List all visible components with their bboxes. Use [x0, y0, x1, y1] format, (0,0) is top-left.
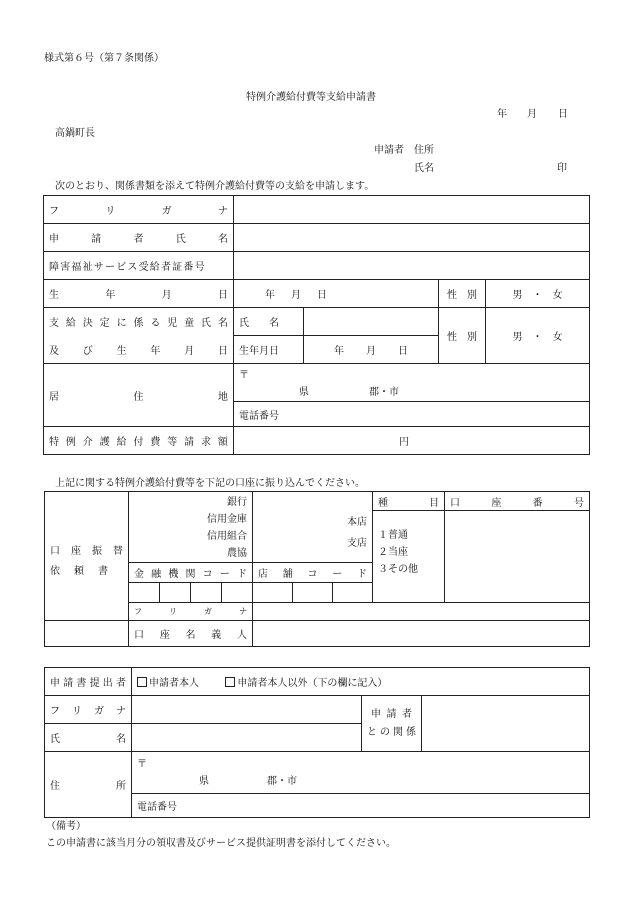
- birthdate-field[interactable]: 年 月 日: [234, 280, 439, 308]
- label-char: 年: [150, 345, 161, 357]
- submitter-name-field[interactable]: [132, 724, 362, 752]
- residence-address-field[interactable]: 〒 県 郡・市: [234, 364, 590, 402]
- label-char: 児: [167, 318, 178, 330]
- label-char: 住: [133, 391, 144, 403]
- label-char: 提: [89, 678, 100, 689]
- label-char: ナ: [116, 706, 126, 717]
- bank-code-digit-3[interactable]: [191, 583, 222, 603]
- furigana-field[interactable]: [234, 196, 590, 224]
- account-number-field[interactable]: [445, 511, 590, 603]
- form-title: 特例介護給付費等支給申請書: [246, 92, 376, 103]
- label-char: 口: [50, 546, 60, 557]
- applicant-label: 申請者: [374, 145, 404, 156]
- label-char: ガ: [161, 206, 172, 217]
- self-checkbox[interactable]: 申請者本人: [137, 678, 199, 689]
- sex-options[interactable]: 男 ・ 女: [486, 280, 590, 308]
- label-char: 口: [450, 497, 461, 509]
- claim-amount-field[interactable]: 円: [234, 427, 590, 455]
- furigana-label: [44, 196, 234, 224]
- bank-intro: 上記に関する特例介護給付費等を下記の口座に振り込んでください。: [55, 478, 365, 489]
- certificate-no-field[interactable]: [234, 252, 590, 280]
- label-char: 費: [150, 437, 161, 448]
- bank-code-digit-4[interactable]: [222, 583, 253, 603]
- child-name-field[interactable]: [304, 308, 439, 336]
- label-char: 請: [91, 234, 102, 245]
- submitter-options[interactable]: [132, 668, 590, 696]
- bank-section-label: [45, 492, 129, 621]
- label-char: と: [367, 726, 377, 738]
- label-char: に: [116, 318, 127, 330]
- addressee: 高鍋町長: [55, 128, 95, 139]
- label-char: リ: [72, 706, 82, 717]
- label-char: 地: [218, 391, 228, 403]
- label-char: る: [150, 318, 161, 330]
- label-char: コ: [202, 569, 213, 580]
- label-char: 請: [184, 437, 195, 448]
- label-char: び: [82, 345, 93, 357]
- label-char: 者: [115, 678, 126, 689]
- label-char: リ: [169, 607, 177, 616]
- label-char: 氏: [50, 734, 60, 745]
- relation-label: [362, 696, 422, 752]
- label-char: 番: [532, 497, 543, 509]
- label-char: 給: [116, 437, 127, 448]
- bank-code-digit-1[interactable]: [129, 583, 160, 603]
- label-char: 居: [49, 391, 59, 403]
- label-char: 日: [217, 345, 228, 357]
- label-char: ー: [219, 569, 230, 580]
- name-label: 氏名: [414, 163, 434, 174]
- address-label: 住所: [414, 145, 434, 156]
- submitter-address-field[interactable]: 〒 県 郡・市: [132, 752, 590, 794]
- label-char: 童: [184, 318, 195, 330]
- date-month: 月: [527, 109, 537, 120]
- notes-label: （備考）: [46, 821, 86, 832]
- label-char: 請: [63, 678, 74, 689]
- label-char: 機: [168, 569, 179, 580]
- label-char: 書: [98, 566, 108, 577]
- applicant-name-label: [44, 224, 234, 252]
- label-char: 依: [50, 566, 60, 577]
- intro-text: 次のとおり、関係書類を添えて特例介護給付費等の支給を申請します。: [55, 181, 375, 192]
- bank-table: [44, 491, 590, 647]
- branch-name-field[interactable]: 本店 支店: [253, 492, 373, 563]
- label-char: 月: [184, 345, 195, 357]
- label-char: 申: [371, 708, 381, 720]
- label-char: 請: [386, 708, 397, 720]
- label-char: 名: [217, 318, 228, 330]
- label-char: フ: [49, 206, 59, 217]
- label-char: 舗: [282, 569, 293, 580]
- branch-code-digit-2[interactable]: [293, 583, 333, 603]
- branch-code-label: [253, 563, 373, 583]
- label-char: 出: [102, 678, 113, 689]
- label-char: 関: [185, 569, 196, 580]
- label-char: 住: [50, 781, 60, 792]
- label-char: ナ: [217, 206, 228, 217]
- label-char: フ: [50, 706, 60, 717]
- child-sex-label: 性 別: [439, 308, 486, 364]
- label-char: ガ: [204, 607, 212, 616]
- label-char: 例: [65, 437, 76, 448]
- holder-furigana-field[interactable]: [253, 603, 590, 621]
- label-char: 日: [217, 290, 228, 301]
- child-label-line1: [44, 308, 234, 336]
- submitter-label: [45, 668, 132, 696]
- label-char: 介: [82, 437, 93, 448]
- child-birth-label: 生年月日: [234, 336, 304, 364]
- sex-label: 性 別: [439, 280, 486, 308]
- label-char: 座: [71, 546, 81, 557]
- bank-code-label: [129, 563, 253, 583]
- label-char: 名: [185, 630, 196, 641]
- label-char: 座: [491, 497, 502, 509]
- label-char: 人: [237, 630, 247, 641]
- label-char: 金: [134, 569, 144, 580]
- label-char: 等: [167, 437, 178, 448]
- label-char: 号: [574, 497, 584, 509]
- label-char: ド: [236, 569, 247, 580]
- child-birth-field[interactable]: 年 月 日: [304, 336, 439, 364]
- holder-name-field[interactable]: [253, 621, 590, 647]
- label-char: 所: [116, 781, 126, 792]
- label-char: の: [380, 726, 390, 738]
- holder-furigana-label: [129, 603, 253, 621]
- label-char: 義: [211, 630, 222, 641]
- label-char: 付: [133, 437, 144, 448]
- label-char: 氏: [201, 318, 212, 330]
- branch-code-digit-1[interactable]: [253, 583, 293, 603]
- certificate-no-label: 障害福祉サービス受給者証番号: [44, 252, 234, 280]
- label-char: ガ: [94, 706, 104, 717]
- submitter-furigana-label: [45, 696, 132, 724]
- date-year: 年: [497, 109, 507, 120]
- residence-phone-field[interactable]: 電話番号: [234, 402, 590, 427]
- label-char: 名: [116, 734, 126, 745]
- label-char: 及: [49, 345, 59, 357]
- date-day: 日: [558, 109, 568, 120]
- label-char: 係: [133, 318, 144, 330]
- relation-field[interactable]: [422, 696, 590, 752]
- account-number-header: [445, 492, 590, 511]
- label-char: 融: [151, 569, 162, 580]
- label-char: 頼: [74, 566, 84, 577]
- other-checkbox[interactable]: 申請者本人以外（下の欄に記入）: [225, 678, 387, 689]
- label-char: 名: [218, 234, 228, 245]
- submitter-name-label: [45, 724, 132, 752]
- label-char: 者: [133, 234, 144, 245]
- account-type-header: [373, 492, 445, 511]
- label-char: 決: [82, 318, 93, 330]
- label-char: フ: [134, 607, 142, 616]
- label-char: 座: [159, 630, 170, 641]
- account-type-options[interactable]: １普通 ２当座 ３その他: [373, 511, 445, 603]
- label-char: 生: [49, 290, 59, 301]
- child-name-label: 氏 名: [234, 308, 304, 336]
- bank-name-field[interactable]: 銀行 信用金庫 信用組合 農協: [129, 492, 253, 563]
- notes-text: この申請書に該当月分の領収書及びサービス提供証明書を添付してください。: [46, 838, 396, 849]
- label-char: 係: [406, 726, 416, 738]
- label-char: 生: [116, 345, 127, 357]
- birthdate-label: [44, 280, 234, 308]
- label-char: ナ: [239, 607, 247, 616]
- label-char: 求: [201, 437, 212, 448]
- child-sex-options[interactable]: 男 ・ 女: [486, 308, 590, 364]
- submitter-furigana-field[interactable]: [132, 696, 362, 724]
- label-char: 特: [49, 437, 59, 448]
- label-char: 氏: [175, 234, 186, 245]
- claim-label: [44, 427, 234, 455]
- postal-mark: 〒: [239, 370, 249, 381]
- label-char: 店: [258, 569, 268, 580]
- label-char: 月: [161, 290, 172, 301]
- label-char: 給: [65, 318, 76, 330]
- label-char: 者: [402, 708, 412, 720]
- label-char: 年: [105, 290, 116, 301]
- bank-code-digit-2[interactable]: [160, 583, 191, 603]
- label-char: ド: [357, 569, 367, 580]
- form-number: 様式第６号（第７条関係）: [44, 53, 164, 64]
- label-char: 振: [92, 546, 102, 557]
- applicant-name-field[interactable]: [234, 224, 590, 252]
- child-label-line2: [44, 336, 234, 364]
- label-char: 目: [429, 497, 440, 509]
- submitter-phone-field[interactable]: 電話番号: [132, 794, 590, 818]
- label-char: 支: [49, 318, 59, 330]
- main-table: [43, 195, 590, 455]
- bank-section-label-bottom: [45, 621, 129, 647]
- label-char: 申: [49, 234, 59, 245]
- submitter-table: [44, 667, 590, 818]
- holder-name-label: [129, 621, 253, 647]
- label-char: 申: [50, 678, 60, 689]
- label-char: 関: [393, 726, 403, 738]
- submitter-address-label: [45, 752, 132, 818]
- branch-code-digit-3[interactable]: [333, 583, 373, 603]
- label-char: コ: [307, 569, 318, 580]
- label-char: 定: [99, 318, 110, 330]
- label-char: 口: [134, 630, 144, 641]
- label-char: ー: [332, 569, 343, 580]
- label-char: 額: [217, 437, 228, 448]
- label-char: リ: [105, 206, 116, 217]
- seal-mark: 印: [557, 163, 567, 174]
- label-char: 替: [113, 546, 123, 557]
- label-char: 護: [99, 437, 110, 448]
- residence-label: [44, 364, 234, 427]
- label-char: 書: [76, 678, 87, 689]
- label-char: 種: [378, 497, 389, 509]
